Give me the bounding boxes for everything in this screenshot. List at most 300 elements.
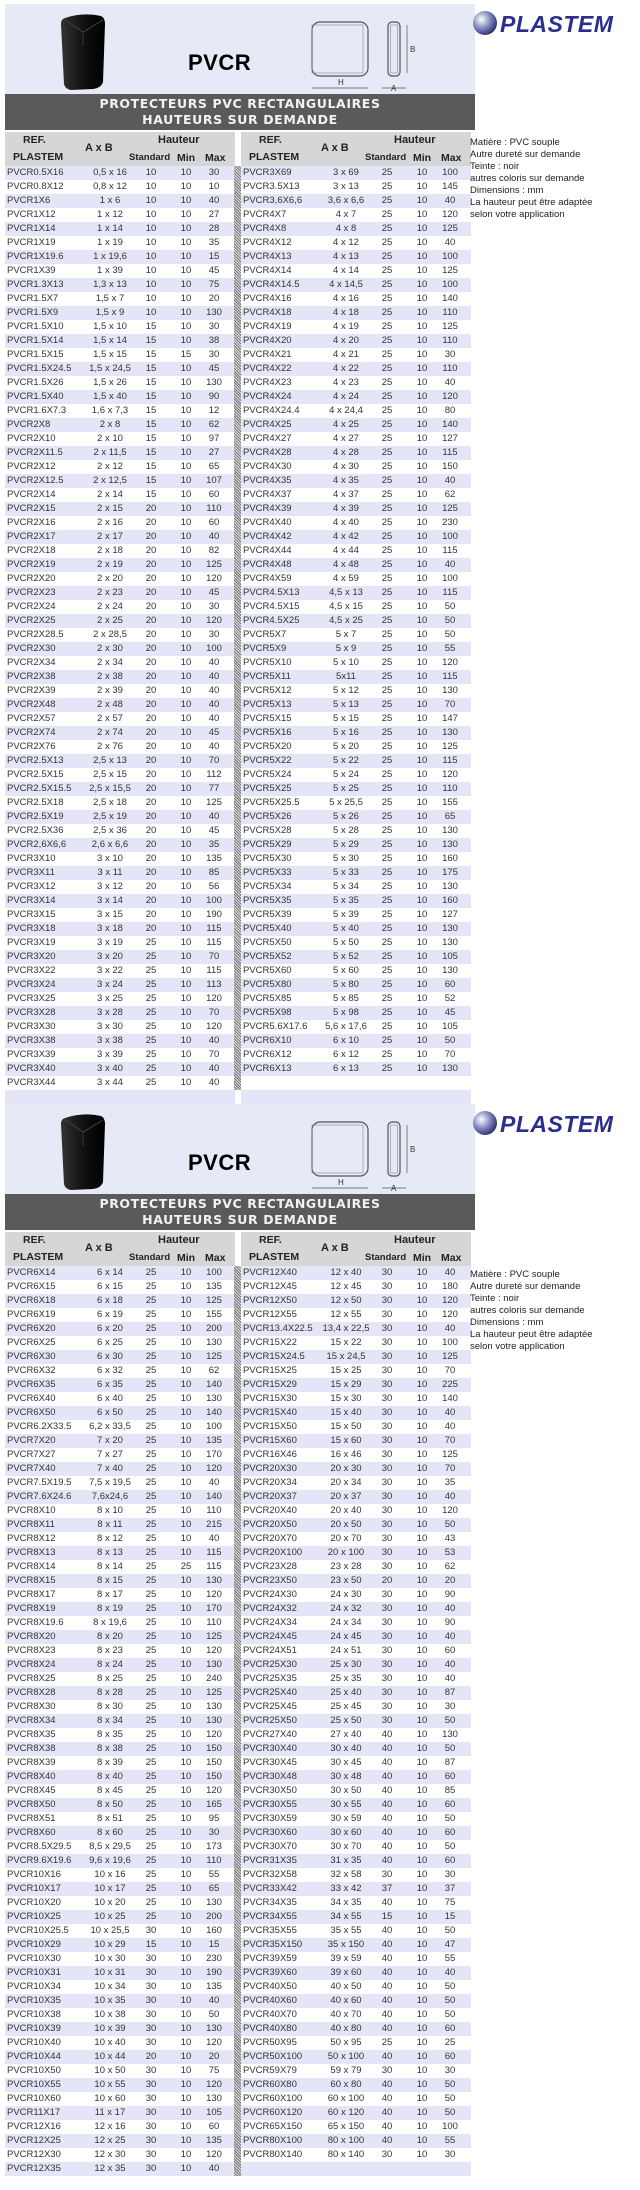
cell-axb: 5 x 24 xyxy=(333,769,359,780)
table-row xyxy=(241,1644,471,1658)
cell-max: 55 xyxy=(444,643,456,654)
product-notes xyxy=(470,137,640,221)
cell-min: 10 xyxy=(180,727,192,738)
cell-max: 40 xyxy=(444,1491,456,1502)
table-row xyxy=(5,1448,235,1462)
table-row xyxy=(5,950,235,964)
cell-ref: PVCR20X100 xyxy=(243,1547,303,1558)
cell-ref: PVCR2X8 xyxy=(7,419,51,430)
cell-max: 105 xyxy=(206,2107,222,2118)
cell-standard: 25 xyxy=(381,587,393,598)
cell-axb: 2 x 10 xyxy=(97,433,123,444)
cell-min: 10 xyxy=(416,1855,428,1866)
table-row xyxy=(241,194,471,208)
table-row xyxy=(241,782,471,796)
cell-min: 10 xyxy=(416,1603,428,1614)
cell-standard: 40 xyxy=(381,1967,393,1978)
cell-max: 30 xyxy=(208,321,220,332)
cell-min: 10 xyxy=(416,1981,428,1992)
table-row xyxy=(241,1728,471,1742)
table-row xyxy=(5,2092,235,2106)
table-row xyxy=(5,600,235,614)
cell-ref: PVCR24X34 xyxy=(243,1617,297,1628)
cell-max: 27 xyxy=(208,209,220,220)
cell-max: 120 xyxy=(206,2079,222,2090)
cell-max: 130 xyxy=(442,881,458,892)
table-row xyxy=(241,1714,471,1728)
cell-ref: PVCR12X55 xyxy=(243,1309,297,1320)
table-row xyxy=(5,2162,235,2176)
cell-axb: 3 x 15 xyxy=(97,909,123,920)
table-row xyxy=(5,474,235,488)
cell-ref: PVCR8X17 xyxy=(7,1589,56,1600)
cell-ref: PVCR1.5X24.5 xyxy=(7,363,72,374)
cell-ref: PVCR3X44 xyxy=(7,1077,56,1088)
table-row xyxy=(241,1574,471,1588)
cell-axb: 3 x 19 xyxy=(97,937,123,948)
cell-max: 50 xyxy=(208,2009,220,2020)
cell-ref: PVCR6X19 xyxy=(7,1309,56,1320)
table-row xyxy=(5,488,235,502)
cell-min: 10 xyxy=(180,1077,192,1088)
cell-ref: PVCR4X48 xyxy=(243,559,292,570)
table-row xyxy=(241,1924,471,1938)
cell-axb: 8 x 24 xyxy=(97,1659,123,1670)
cell-axb: 4 x 8 xyxy=(335,223,357,234)
table-row xyxy=(5,1048,235,1062)
cell-ref: PVCR12X30 xyxy=(7,2149,61,2160)
table-row xyxy=(241,1322,471,1336)
cell-standard: 25 xyxy=(145,1911,157,1922)
cell-min: 10 xyxy=(416,1337,428,1348)
table-row xyxy=(241,1826,471,1840)
cell-min: 10 xyxy=(180,279,192,290)
cell-ref: PVCR5X98 xyxy=(243,1007,292,1018)
cell-axb: 32 x 58 xyxy=(330,1869,362,1880)
cell-axb: 5 x 7 xyxy=(335,629,357,640)
cell-axb: 4 x 35 xyxy=(333,475,359,486)
cell-axb: 12 x 35 xyxy=(94,2163,126,2174)
table-row xyxy=(241,796,471,810)
cell-standard: 20 xyxy=(145,923,157,934)
cell-axb: 2 x 24 xyxy=(97,601,123,612)
catalog-title xyxy=(5,94,475,130)
cell-ref: PVCR6X25 xyxy=(7,1337,56,1348)
cell-ref: PVCR23X28 xyxy=(243,1561,297,1572)
table-row xyxy=(5,2022,235,2036)
cell-ref: PVCR2X20 xyxy=(7,573,56,584)
cell-axb: 15 x 40 xyxy=(330,1407,362,1418)
cell-min: 10 xyxy=(416,2009,428,2020)
cell-standard: 30 xyxy=(381,1617,393,1628)
cell-ref: PVCR39X59 xyxy=(243,1953,297,1964)
cell-axb: 4 x 14 xyxy=(333,265,359,276)
cell-max: 120 xyxy=(206,993,222,1004)
cell-max: 40 xyxy=(444,1673,456,1684)
cell-min: 10 xyxy=(180,475,192,486)
cell-standard: 20 xyxy=(145,699,157,710)
cell-axb: 4 x 12 xyxy=(333,237,359,248)
cell-ref: PVCR1X39 xyxy=(7,265,56,276)
cell-max: 160 xyxy=(442,853,458,864)
cell-max: 30 xyxy=(444,1701,456,1712)
cell-max: 115 xyxy=(442,587,458,598)
title-line-1: PROTECTEURS PVC RECTANGULAIRES xyxy=(99,1196,381,1211)
cell-max: 130 xyxy=(206,1715,222,1726)
cell-max: 135 xyxy=(206,2135,222,2146)
cell-max: 40 xyxy=(208,1063,220,1074)
table-row xyxy=(5,1980,235,1994)
cell-max: 40 xyxy=(208,1533,220,1544)
cell-max: 50 xyxy=(444,1813,456,1824)
cell-min: 10 xyxy=(180,335,192,346)
cell-min: 10 xyxy=(416,391,428,402)
cell-standard: 25 xyxy=(381,573,393,584)
cell-ref: PVCR3X12 xyxy=(7,881,56,892)
table-body xyxy=(5,1266,235,2176)
table-row xyxy=(241,558,471,572)
cell-ref: PVCR24X45 xyxy=(243,1631,297,1642)
cell-axb: 6 x 13 xyxy=(333,1063,359,1074)
catalog-page xyxy=(0,1100,640,2180)
cell-axb: 2,6 x 6,6 xyxy=(91,839,129,850)
table-row xyxy=(241,1434,471,1448)
cell-max: 53 xyxy=(444,1547,456,1558)
cell-ref: PVCR8X15 xyxy=(7,1575,56,1586)
cell-max: 40 xyxy=(444,377,456,388)
cell-max: 115 xyxy=(442,447,458,458)
table-row xyxy=(5,2148,235,2162)
cell-max: 130 xyxy=(206,1575,222,1586)
cell-min: 10 xyxy=(416,1715,428,1726)
note-line: Dimensions : mm xyxy=(470,185,544,196)
cell-standard: 30 xyxy=(381,1463,393,1474)
cell-min: 10 xyxy=(180,1883,192,1894)
cell-max: 170 xyxy=(206,1603,222,1614)
cell-standard: 25 xyxy=(145,1715,157,1726)
cell-max: 230 xyxy=(206,1953,222,1964)
cell-axb: 5 x 34 xyxy=(333,881,359,892)
header-standard: Standard xyxy=(129,1252,171,1263)
cell-standard: 20 xyxy=(145,587,157,598)
table-body xyxy=(241,166,471,1076)
cell-standard: 15 xyxy=(145,405,157,416)
cell-axb: 3 x 24 xyxy=(97,979,123,990)
cell-standard: 25 xyxy=(381,419,393,430)
cell-standard: 25 xyxy=(145,1379,157,1390)
cell-axb: 10 x 38 xyxy=(94,2009,126,2020)
column-separator xyxy=(234,1266,241,2176)
cell-standard: 40 xyxy=(381,1785,393,1796)
cell-min: 10 xyxy=(416,2135,428,2146)
cell-ref: PVCR5X30 xyxy=(243,853,292,864)
cell-axb: 2 x 25 xyxy=(97,615,123,626)
cell-axb: 0,5 x 16 xyxy=(93,167,127,178)
table-row xyxy=(5,1364,235,1378)
cell-ref: PVCR1X14 xyxy=(7,223,56,234)
cell-ref: PVCR10X55 xyxy=(7,2079,61,2090)
diagram-label-b: B xyxy=(410,45,416,54)
cell-max: 40 xyxy=(444,1603,456,1614)
cell-min: 10 xyxy=(180,755,192,766)
table-row xyxy=(241,642,471,656)
cell-min: 10 xyxy=(416,1035,428,1046)
cell-min: 10 xyxy=(180,1659,192,1670)
cell-axb: 4 x 25 xyxy=(333,419,359,430)
cell-ref: PVCR10X25.5 xyxy=(7,1925,69,1936)
table-row xyxy=(241,1308,471,1322)
header-ref: REF. xyxy=(23,134,46,146)
cell-ref: PVCR40X80 xyxy=(243,2023,297,2034)
table-row xyxy=(241,852,471,866)
cell-standard: 25 xyxy=(381,433,393,444)
table-row xyxy=(241,1994,471,2008)
cell-max: 120 xyxy=(442,209,458,220)
cell-ref: PVCR4X7 xyxy=(243,209,287,220)
cell-max: 40 xyxy=(208,671,220,682)
cell-max: 60 xyxy=(444,2023,456,2034)
cell-max: 125 xyxy=(206,1631,222,1642)
cell-standard: 25 xyxy=(145,1463,157,1474)
cell-min: 10 xyxy=(416,1435,428,1446)
table-row xyxy=(241,1616,471,1630)
cell-max: 70 xyxy=(444,1435,456,1446)
cell-axb: 20 x 37 xyxy=(330,1491,362,1502)
cell-axb: 8 x 60 xyxy=(97,1827,123,1838)
cell-min: 10 xyxy=(416,909,428,920)
cell-min: 10 xyxy=(180,1715,192,1726)
cell-min: 10 xyxy=(180,2009,192,2020)
cell-max: 140 xyxy=(442,1393,458,1404)
cell-min: 10 xyxy=(180,1631,192,1642)
table-row xyxy=(241,488,471,502)
cell-min: 10 xyxy=(416,937,428,948)
table-row xyxy=(5,768,235,782)
table-row xyxy=(241,698,471,712)
plastem-logo xyxy=(470,1108,640,1142)
cell-standard: 25 xyxy=(381,657,393,668)
cell-axb: 3 x 40 xyxy=(97,1063,123,1074)
cell-ref: PVCR1.5X26 xyxy=(7,377,64,388)
cell-min: 10 xyxy=(416,223,428,234)
cell-axb: 2 x 28,5 xyxy=(93,629,127,640)
cell-max: 40 xyxy=(444,195,456,206)
cell-max: 90 xyxy=(208,391,220,402)
cell-standard: 25 xyxy=(381,769,393,780)
cell-ref: PVCR30X40 xyxy=(243,1743,297,1754)
cell-min: 10 xyxy=(416,573,428,584)
table-filler-row xyxy=(241,2162,471,2176)
cell-standard: 25 xyxy=(145,1077,157,1088)
cell-max: 120 xyxy=(442,769,458,780)
table-row xyxy=(5,1574,235,1588)
table-row xyxy=(5,1560,235,1574)
cell-standard: 20 xyxy=(145,853,157,864)
cell-axb: 5 x 80 xyxy=(333,979,359,990)
cell-max: 120 xyxy=(206,1589,222,1600)
table-row xyxy=(5,306,235,320)
cell-standard: 20 xyxy=(145,573,157,584)
cell-standard: 25 xyxy=(145,1547,157,1558)
table-row xyxy=(241,460,471,474)
cell-axb: 3 x 44 xyxy=(97,1077,123,1088)
cell-ref: PVCR2X74 xyxy=(7,727,56,738)
cell-max: 75 xyxy=(444,1897,456,1908)
cell-min: 10 xyxy=(180,2051,192,2062)
cell-ref: PVCR4X18 xyxy=(243,307,292,318)
cell-standard: 40 xyxy=(381,2023,393,2034)
cell-axb: 7 x 40 xyxy=(97,1463,123,1474)
table-row xyxy=(241,306,471,320)
cell-min: 10 xyxy=(180,1925,192,1936)
cell-axb: 2 x 23 xyxy=(97,587,123,598)
cell-max: 145 xyxy=(442,181,458,192)
header-min: Min xyxy=(177,1252,196,1264)
cell-min: 10 xyxy=(416,321,428,332)
cell-standard: 25 xyxy=(381,1049,393,1060)
cell-max: 50 xyxy=(444,601,456,612)
cell-max: 60 xyxy=(444,1855,456,1866)
cell-max: 130 xyxy=(206,307,222,318)
cell-axb: 30 x 50 xyxy=(330,1785,362,1796)
cell-axb: 39 x 60 xyxy=(330,1967,362,1978)
table-row xyxy=(5,712,235,726)
cell-axb: 3 x 25 xyxy=(97,993,123,1004)
cell-min: 10 xyxy=(416,1281,428,1292)
table-row xyxy=(5,656,235,670)
title-line-1: PROTECTEURS PVC RECTANGULAIRES xyxy=(99,96,381,111)
cell-min: 10 xyxy=(180,1785,192,1796)
table-row xyxy=(5,250,235,264)
cell-standard: 20 xyxy=(145,727,157,738)
cell-max: 100 xyxy=(442,251,458,262)
table-row xyxy=(5,264,235,278)
cell-ref: PVCR2X39 xyxy=(7,685,56,696)
cell-ref: PVCR2.5X19 xyxy=(7,811,64,822)
table-row xyxy=(241,1020,471,1034)
cell-min: 10 xyxy=(416,475,428,486)
cell-min: 10 xyxy=(416,685,428,696)
cell-min: 10 xyxy=(416,867,428,878)
cell-ref: PVCR8X19 xyxy=(7,1603,56,1614)
cell-axb: 1,5 x 15 xyxy=(93,349,127,360)
cell-max: 62 xyxy=(208,1365,220,1376)
cell-min: 10 xyxy=(180,2023,192,2034)
cell-axb: 5 x 15 xyxy=(333,713,359,724)
cell-ref: PVCR39X60 xyxy=(243,1967,297,1978)
cell-standard: 25 xyxy=(381,377,393,388)
cell-min: 10 xyxy=(416,517,428,528)
cell-ref: PVCR3X19 xyxy=(7,937,56,948)
cell-standard: 40 xyxy=(381,1743,393,1754)
cell-min: 10 xyxy=(180,993,192,1004)
table-row xyxy=(241,502,471,516)
cell-min: 10 xyxy=(180,1911,192,1922)
cell-max: 35 xyxy=(208,237,220,248)
cell-ref: PVCR8X50 xyxy=(7,1799,56,1810)
cell-axb: 24 x 30 xyxy=(330,1589,362,1600)
cell-min: 10 xyxy=(416,1939,428,1950)
cell-axb: 4 x 13 xyxy=(333,251,359,262)
cell-max: 12 xyxy=(208,405,220,416)
table-row xyxy=(241,1896,471,1910)
cell-min: 10 xyxy=(180,783,192,794)
table-row xyxy=(5,992,235,1006)
cell-axb: 1,3 x 13 xyxy=(93,279,127,290)
table-row xyxy=(5,292,235,306)
cell-min: 10 xyxy=(180,1021,192,1032)
cell-min: 10 xyxy=(416,433,428,444)
cell-max: 25 xyxy=(444,2037,456,2048)
cell-min: 10 xyxy=(416,2037,428,2048)
cell-standard: 25 xyxy=(145,1421,157,1432)
cell-axb: 6 x 20 xyxy=(97,1323,123,1334)
cell-axb: 5 x 60 xyxy=(333,965,359,976)
cell-standard: 30 xyxy=(381,1323,393,1334)
cell-max: 87 xyxy=(444,1687,456,1698)
cell-min: 10 xyxy=(180,363,192,374)
cell-min: 10 xyxy=(180,1365,192,1376)
cell-standard: 25 xyxy=(145,1673,157,1684)
cell-max: 135 xyxy=(206,1281,222,1292)
cell-min: 10 xyxy=(180,489,192,500)
cell-max: 107 xyxy=(206,475,222,486)
cell-axb: 4,5 x 13 xyxy=(329,587,363,598)
cell-axb: 8 x 50 xyxy=(97,1799,123,1810)
cell-ref: PVCR4X8 xyxy=(243,223,287,234)
cell-max: 127 xyxy=(442,909,458,920)
table-row xyxy=(241,250,471,264)
cell-standard: 30 xyxy=(381,1407,393,1418)
cell-standard: 25 xyxy=(381,965,393,976)
cell-ref: PVCR4.5X13 xyxy=(243,587,300,598)
cell-ref: PVCR33X42 xyxy=(243,1883,297,1894)
cell-axb: 2 x 76 xyxy=(97,741,123,752)
cell-ref: PVCR10X50 xyxy=(7,2065,61,2076)
cell-standard: 25 xyxy=(145,1827,157,1838)
cell-max: 45 xyxy=(208,825,220,836)
cell-min: 10 xyxy=(416,405,428,416)
cell-min: 10 xyxy=(180,1281,192,1292)
cell-min: 10 xyxy=(416,2023,428,2034)
cell-standard: 40 xyxy=(381,1953,393,1964)
cell-min: 10 xyxy=(416,377,428,388)
cell-standard: 25 xyxy=(381,545,393,556)
cell-max: 70 xyxy=(208,1007,220,1018)
cell-max: 20 xyxy=(208,293,220,304)
cell-axb: 5 x 52 xyxy=(333,951,359,962)
cell-standard: 20 xyxy=(145,657,157,668)
cell-ref: PVCR59X79 xyxy=(243,2065,297,2076)
cell-ref: PVCR4X23 xyxy=(243,377,292,388)
cell-max: 50 xyxy=(444,2093,456,2104)
cell-standard: 30 xyxy=(381,1477,393,1488)
cell-ref: PVCR4X59 xyxy=(243,573,292,584)
cell-ref: PVCR7X40 xyxy=(7,1463,56,1474)
cell-axb: 1,5 x 14 xyxy=(93,335,127,346)
table-row xyxy=(241,1938,471,1952)
cell-standard: 25 xyxy=(381,559,393,570)
cell-axb: 4 x 24 xyxy=(333,391,359,402)
table-row xyxy=(241,1518,471,1532)
cell-axb: 34 x 55 xyxy=(330,1911,362,1922)
cell-axb: 4 x 14,5 xyxy=(329,279,363,290)
cell-ref: PVCR80X100 xyxy=(243,2135,303,2146)
cell-ref: PVCR15X24.5 xyxy=(243,1351,305,1362)
cell-axb: 25 x 30 xyxy=(330,1659,362,1670)
cell-axb: 60 x 80 xyxy=(330,2079,362,2090)
cell-standard: 25 xyxy=(145,1841,157,1852)
